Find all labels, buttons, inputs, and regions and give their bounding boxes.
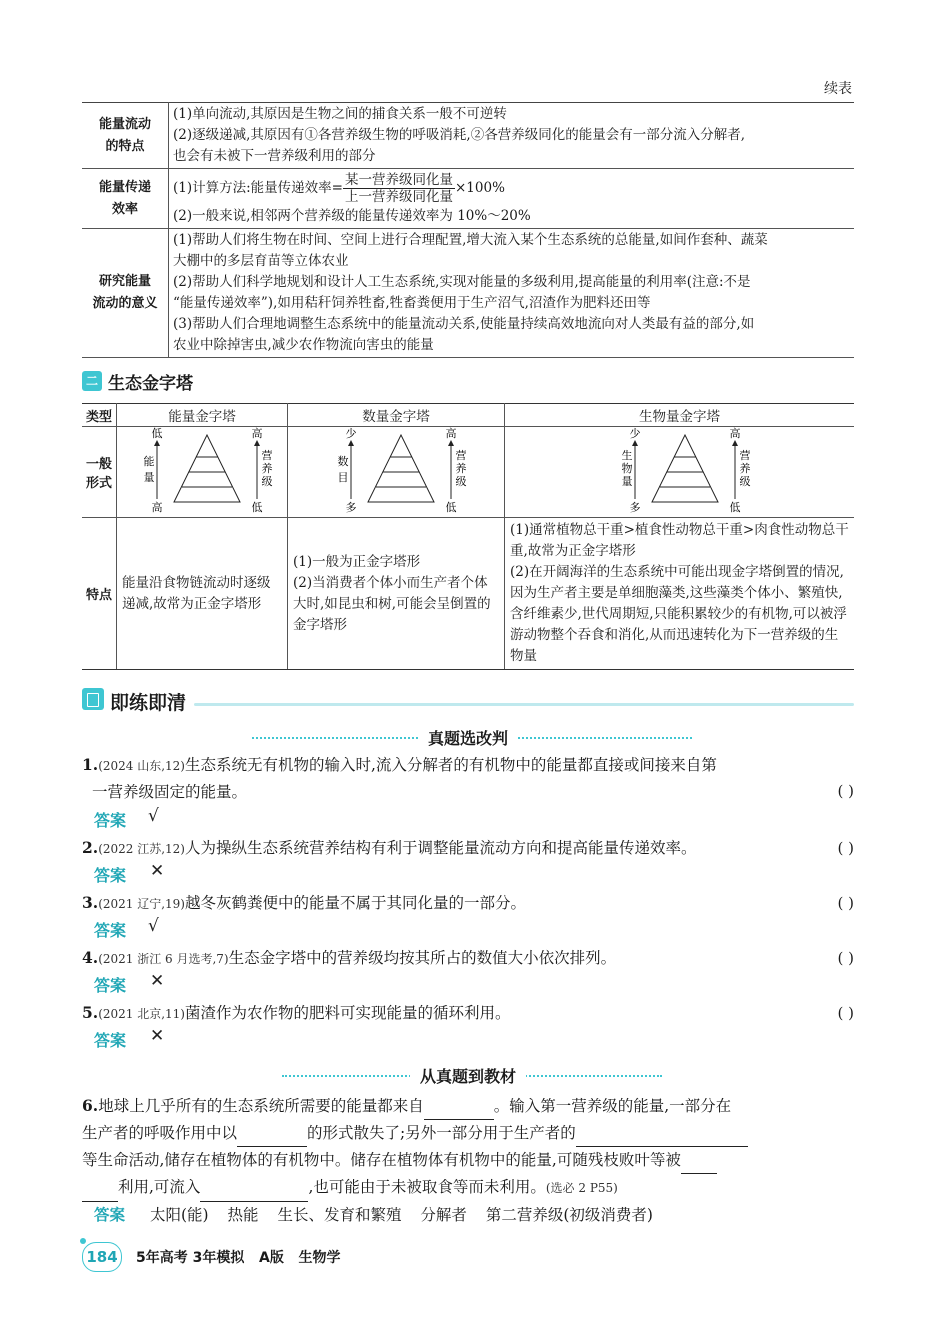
content-line: (2)逐级递减,其原因有①各营养级生物的呼吸消耗,②各营养级同化的能量会有一部分流入分解者, (173, 127, 745, 143)
table-row (82, 103, 854, 169)
pyramid-triangle (174, 435, 240, 502)
answer-label: 答案 (94, 976, 127, 995)
right-arrow-icon (254, 440, 260, 446)
book-title (136, 1247, 340, 1267)
pyramid-table (82, 403, 854, 670)
book-subject: 生物学 (298, 1250, 341, 1266)
row-content (169, 229, 855, 358)
practice-banner (82, 688, 854, 712)
row-header-line: 研究能量 (98, 274, 151, 289)
pyr-right-axis-3: 级 (261, 475, 273, 488)
content-line: (1)单向流动,其原因是生物之间的捕食关系一般不可逆转 (173, 106, 507, 122)
question-text: 利用,可流入 (118, 1178, 201, 1196)
question-source: (2021 辽宁,19) (98, 897, 185, 911)
number-pyramid-cell (288, 427, 505, 518)
dotted-line (502, 737, 692, 741)
answer-check-icon: √ (148, 806, 159, 826)
question-3 (82, 890, 854, 917)
row-header-line: 能量传递 (98, 179, 151, 195)
content-line: (3)帮助人们合理地调整生态系统中的能量流动关系,使能量持续高效地流向对人类最有益的部分,如 (173, 316, 755, 332)
content-line: 大棚中的多层育苗等立体农业 (173, 253, 349, 269)
pyr-right-axis-1: 营 (739, 449, 750, 462)
answer-item: 分解者 (420, 1206, 467, 1224)
formula-line (173, 170, 850, 206)
content-line: 农业中除掉害虫,减少农作物流向害虫的能量 (173, 337, 434, 353)
answer-item: 生长、发育和繁殖 (277, 1206, 402, 1224)
fill-blank-3[interactable] (576, 1128, 748, 1147)
question-4 (82, 945, 854, 972)
pyr-right-axis-2: 养 (739, 462, 750, 475)
banner-underline (194, 703, 854, 706)
question-number: 2. (82, 838, 99, 857)
question-number: 3. (82, 893, 99, 912)
formula-suffix: ×100% (454, 179, 505, 196)
divider-label: 从真题到教材 (410, 1064, 526, 1087)
answer-item: 太阳(能) (149, 1206, 209, 1224)
fill-blank-4[interactable] (681, 1155, 717, 1174)
table-row (82, 229, 854, 358)
dotted-line (252, 737, 442, 741)
question-text: 等生命活动,储存在植物体的有机物中。储存在植物体有机物中的能量,可随残枝败叶等被 (82, 1151, 681, 1169)
left-arrow-icon (632, 440, 638, 446)
banner-title: 即练即清 (110, 692, 187, 714)
question-number: 1. (82, 755, 99, 774)
book-name: 5年高考 3年模拟 (136, 1250, 245, 1266)
answer-parentheses[interactable]: ( ) (837, 839, 854, 857)
question-text: 生产者的呼吸作用中以 (82, 1124, 238, 1142)
answer-label: 答案 (94, 1031, 127, 1050)
right-arrow-icon (448, 440, 454, 446)
header-cell: 数量金字塔 (288, 404, 505, 427)
content-line: (1)帮助人们将生物在时间、空间上进行合理配置,增大流入某个生态系统的总能量,如间作套种、蔬菜 (173, 232, 768, 248)
question-text: 的形式散失了;另外一部分用于生产者的 (307, 1124, 576, 1142)
question-source: (2021 浙江 6 月选考,7) (98, 952, 229, 966)
row-label-line: 形式 (85, 476, 112, 491)
fill-blank-5[interactable] (200, 1183, 308, 1202)
pyr-left-axis-1: 生 (621, 449, 632, 462)
fraction-numerator: 某一营养级同化量 (344, 171, 453, 188)
question-number: 4. (82, 948, 99, 967)
pyramid-triangle (652, 435, 718, 502)
row-header-line: 的特点 (105, 138, 145, 154)
pyr-left-axis-2: 目 (337, 471, 349, 484)
divider-true-false (82, 728, 854, 748)
question-1 (82, 752, 854, 805)
answer-label: 答案 (94, 921, 127, 940)
row-content (169, 103, 855, 169)
feature-line: (2)在开阔海洋的生态系统中可能出现金字塔倒置的情况,因为生产者主要是单细胞藻类,这些藻类个体小、繁殖快,含纤维素少,世代周期短,只能积累较少的有机物,可以被浮游动物整个吞食和消化,从而迅速转化为下一营养级的生物量 (510, 564, 847, 664)
answer-item: 热能 (227, 1206, 259, 1224)
question-text: 菌渣作为农作物的肥料可实现能量的循环利用。 (185, 1004, 511, 1022)
book-edition: A版 (258, 1250, 284, 1266)
pyr-left-top: 低 (151, 427, 163, 440)
pyr-left-bottom: 多 (629, 501, 640, 513)
row-header-line: 效率 (111, 201, 138, 217)
question-6 (82, 1092, 854, 1202)
question-source: (选必 2 P55) (545, 1181, 618, 1195)
fraction-denominator: 上一营养级同化量 (344, 188, 453, 205)
pyr-left-bottom: 多 (345, 501, 357, 513)
answer-parentheses[interactable]: ( ) (837, 1004, 854, 1022)
question-source: (2024 山东,12) (98, 759, 185, 773)
pyr-right-bottom: 低 (445, 501, 457, 513)
left-arrow-icon (154, 440, 160, 446)
table-row (82, 169, 854, 229)
row-label-line: 一般 (85, 457, 112, 472)
pyr-left-bottom: 高 (151, 501, 163, 513)
pyr-right-axis-3: 级 (739, 475, 750, 488)
content-line: (2)帮助人们科学地规划和设计人工生态系统,实现对能量的多级利用,提高能量的利用率(注意:不是 (173, 274, 751, 290)
pyr-right-top: 高 (729, 427, 740, 440)
table-row-form (82, 427, 854, 518)
answer-label: 答案 (94, 866, 127, 885)
table-header-row (82, 404, 854, 427)
answer-cross-icon: ✕ (150, 861, 165, 881)
pyr-right-axis-1: 营 (261, 449, 273, 462)
question-text: 生态金字塔中的营养级均按其所占的数值大小依次排列。 (228, 949, 617, 967)
question-2 (82, 835, 854, 862)
divider-textbook (82, 1066, 854, 1086)
question-text: 一营养级固定的能量。 (92, 783, 248, 801)
answer-label: 答案 (94, 1206, 126, 1224)
left-arrow-icon (348, 440, 354, 446)
pyr-left-axis-2: 物 (621, 462, 632, 475)
pyramid-triangle (368, 435, 434, 502)
feature-line: (1)一般为正金字塔形 (293, 553, 421, 570)
row-header (82, 229, 169, 358)
row-header-line: 能量流动 (98, 116, 151, 132)
biomass-pyramid-diagram (605, 427, 755, 513)
pyr-right-axis-3: 级 (455, 475, 467, 488)
answer-parentheses[interactable]: ( ) (837, 782, 854, 800)
fill-blank-1[interactable] (424, 1101, 494, 1120)
q6-answers (94, 1203, 653, 1225)
biomass-pyramid-cell (505, 427, 855, 518)
row-label (82, 427, 117, 518)
pyr-right-top: 高 (251, 427, 263, 440)
energy-pyramid-diagram (127, 427, 277, 513)
question-source: (2022 江苏,12) (98, 842, 185, 856)
answer-cross-icon: ✕ (150, 971, 165, 991)
number-feature-cell (288, 518, 505, 670)
row-content (169, 169, 855, 229)
section-title: 生态金字塔 (108, 374, 193, 394)
question-text: 生态系统无有机物的输入时,流入分解者的有机物中的能量都直接或间接来自第 (185, 756, 717, 774)
formula-prefix: (1)计算方法:能量传递效率= (173, 179, 343, 196)
question-text: 人为操纵生态系统营养结构有利于调整能量流动方向和提高能量传递效率。 (185, 839, 697, 857)
energy-pyramid-cell (117, 427, 288, 518)
row-header (82, 169, 169, 229)
question-text: ,也可能由于未被取食等而未利用。 (308, 1178, 546, 1196)
pyr-right-axis-2: 养 (455, 462, 467, 475)
header-cell: 类型 (82, 404, 117, 427)
question-text: 越冬灰鹤粪便中的能量不属于其同化量的一部分。 (185, 894, 527, 912)
header-cell: 生物量金字塔 (505, 404, 855, 427)
pyr-left-axis-3: 量 (621, 475, 632, 488)
page-dot-icon (80, 1238, 86, 1244)
question-text: 。输入第一营养级的能量,一部分在 (493, 1097, 732, 1115)
question-number: 5. (82, 1003, 99, 1022)
content-line: (2)一般来说,相邻两个营养级的能量传递效率为 10%～20% (173, 208, 531, 224)
pyr-right-axis-1: 营 (455, 449, 467, 462)
fill-blank-4-cont[interactable] (82, 1183, 118, 1202)
answer-cross-icon: ✕ (150, 1026, 165, 1046)
answer-check-icon: √ (148, 916, 159, 936)
content-line: “能量传递效率”),如用秸秆饲养牲畜,牲畜粪便用于生产沼气,沼渣作为肥料还田等 (173, 295, 651, 311)
notebook-icon (82, 688, 104, 710)
pyr-left-axis-1: 能 (143, 455, 155, 468)
pyr-right-top: 高 (445, 427, 457, 440)
page-number: 184 (82, 1242, 122, 1272)
table-row-features (82, 518, 854, 670)
header-cell: 能量金字塔 (117, 404, 288, 427)
fill-blank-2[interactable] (237, 1128, 307, 1147)
fraction (343, 172, 455, 205)
question-text: 地球上几乎所有的生态系统所需要的能量都来自 (98, 1097, 424, 1115)
feature-line: (1)通常植物总干重>植食性动物总干重>肉食性动物总干重,故常为正金字塔形 (510, 522, 849, 559)
answer-parentheses[interactable]: ( ) (837, 894, 854, 912)
continued-label: 续表 (824, 81, 852, 97)
pyr-right-axis-2: 养 (261, 462, 273, 475)
content-line: 也会有未被下一营养级利用的部分 (173, 148, 376, 164)
pyr-left-axis-2: 量 (143, 471, 155, 484)
row-header (82, 103, 169, 169)
divider-label: 真题选改判 (418, 726, 518, 749)
energy-flow-table (82, 102, 854, 358)
energy-feature-cell: 能量沿食物链流动时逐级递减,故常为正金字塔形 (117, 518, 288, 670)
question-5 (82, 1000, 854, 1027)
biomass-feature-cell (505, 518, 855, 670)
section-number-icon: 二 (82, 371, 102, 391)
pyr-right-bottom: 低 (729, 501, 740, 513)
answer-label: 答案 (94, 811, 127, 830)
right-arrow-icon (732, 440, 738, 446)
pyr-left-top: 少 (345, 427, 357, 440)
question-source: (2021 北京,11) (98, 1007, 185, 1021)
pyr-left-top: 少 (629, 427, 640, 440)
question-number: 6. (82, 1096, 99, 1115)
answer-parentheses[interactable]: ( ) (837, 949, 854, 967)
pyr-right-bottom: 低 (251, 501, 263, 513)
pyr-left-axis-1: 数 (337, 455, 349, 468)
answer-item: 第二营养级(初级消费者) (485, 1206, 653, 1224)
row-header-line: 流动的意义 (92, 296, 158, 311)
feature-line: (2)当消费者个体小而生产者个体大时,如昆虫和树,可能会呈倒置的金字塔形 (293, 574, 491, 633)
row-label: 特点 (82, 518, 117, 670)
number-pyramid-diagram (321, 427, 471, 513)
